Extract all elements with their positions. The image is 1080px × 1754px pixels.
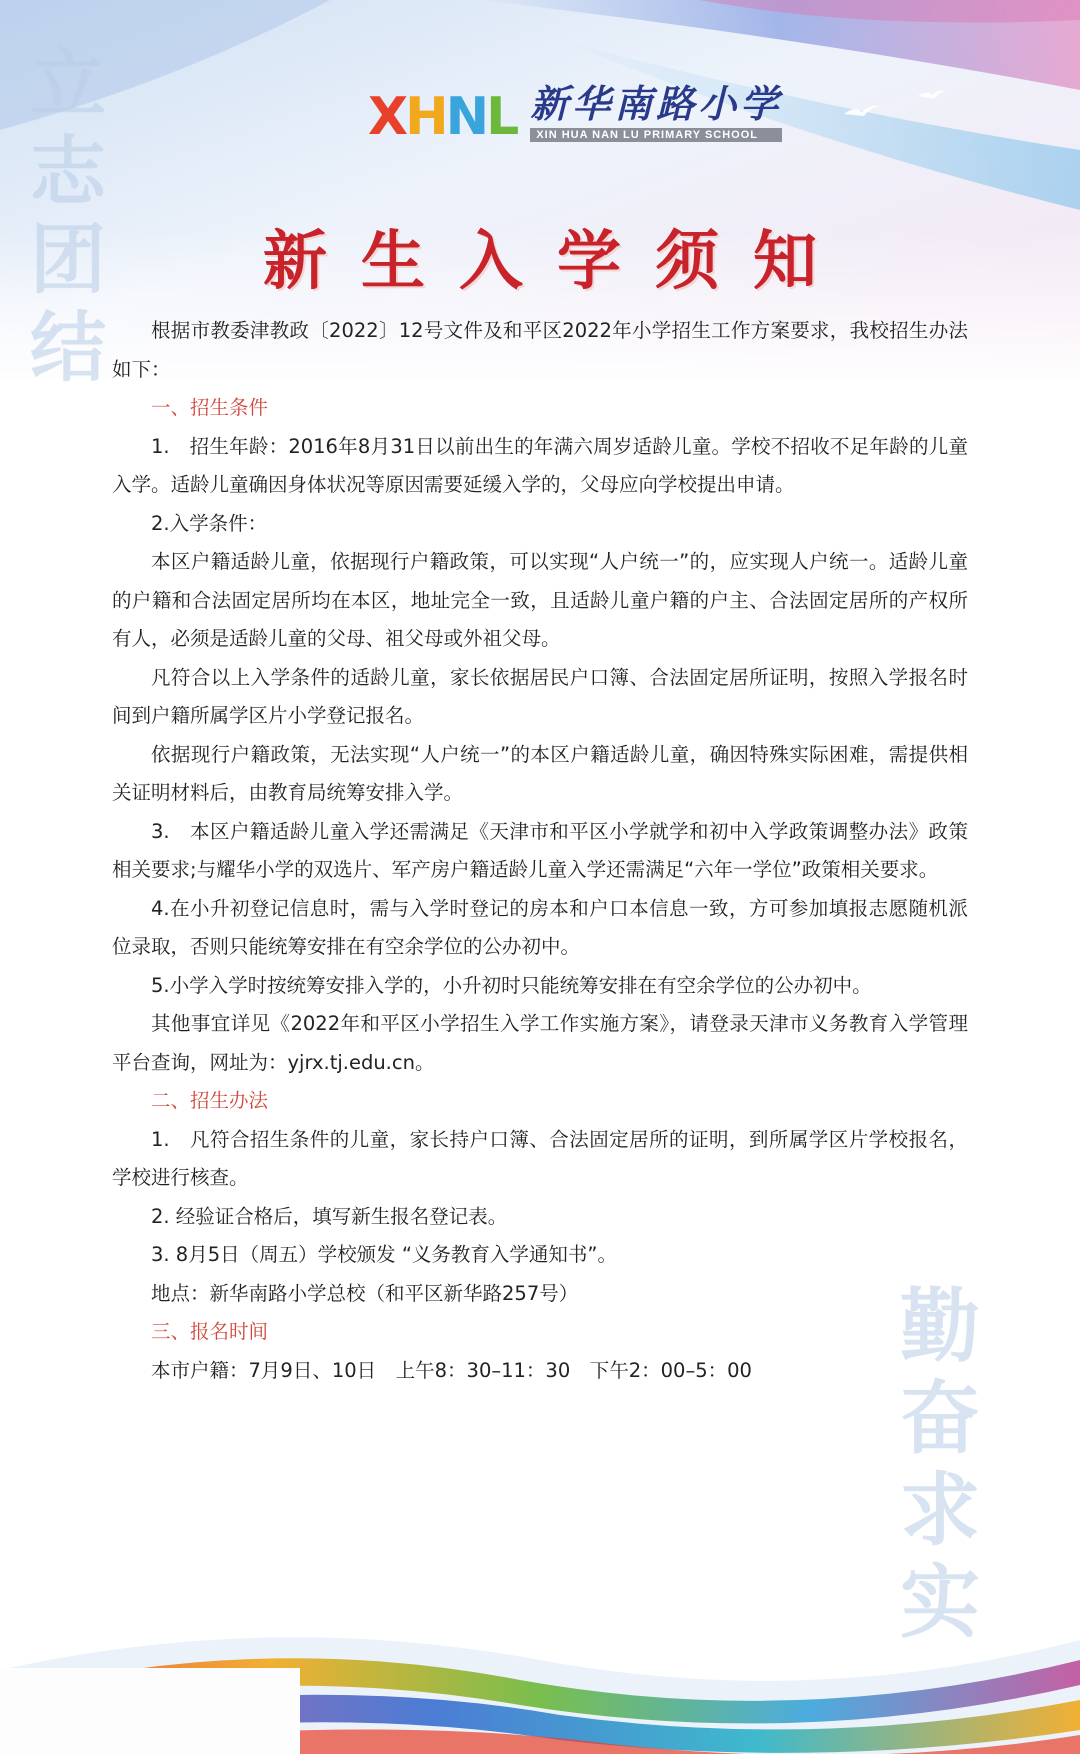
logo-chinese-name: 新华南路小学 bbox=[530, 81, 783, 126]
section-heading-time: 三、报名时间 bbox=[151, 1320, 269, 1343]
section-heading-conditions: 一、招生条件 bbox=[151, 396, 269, 419]
logo-letter-x: X bbox=[368, 87, 406, 147]
school-logo bbox=[368, 78, 782, 146]
paragraph: 3. 本区户籍适龄儿童入学还需满足《天津市和平区小学就学和初中入学政策调整办法》政策相关要求;与耀华小学的双选片、军产房户籍适龄儿童入学还需满足“六年一学位”政策相关要求。 bbox=[112, 819, 968, 881]
paragraph: 依据现行户籍政策，无法实现“人户统一”的本区户籍适龄儿童，确因特殊实际困难，需提供相关证明材料后，由教育局统筹安排入学。 bbox=[112, 742, 968, 804]
paragraph: 3. 8月5日（周五）学校颁发 “义务教育入学通知书”。 bbox=[151, 1243, 618, 1266]
logo-letter-h: H bbox=[405, 87, 446, 147]
bottom-white-patch bbox=[0, 1668, 300, 1754]
paragraph: 5.小学入学时按统筹安排入学的，小升初时只能统筹安排在有空余学位的公办初中。 bbox=[151, 973, 872, 997]
paragraph: 2. 经验证合格后，填写新生报名登记表。 bbox=[151, 1204, 508, 1228]
paragraph: 1. 招生年龄：2016年8月31日以前出生的年满六周岁适龄儿童。学校不招收不足年龄的儿童入学。适龄儿童确因身体状况等原因需要延缓入学的，父母应向学校提出申请。 bbox=[112, 434, 968, 496]
logo-english-name: XIN HUA NAN LU PRIMARY SCHOOL bbox=[530, 128, 782, 142]
birds-icon bbox=[840, 88, 960, 128]
page-title: 新生入学须知 bbox=[263, 224, 851, 299]
section-heading-method: 二、招生办法 bbox=[151, 1089, 269, 1112]
notice-body bbox=[112, 312, 968, 1390]
calligraphy-left: 立志团结 bbox=[30, 39, 106, 392]
logo-letter-l: L bbox=[486, 87, 517, 147]
paragraph: 本市户籍：7月9日、10日 上午8：30–11：30 下午2：00–5：00 bbox=[151, 1358, 752, 1382]
paragraph: 本区户籍适龄儿童，依据现行户籍政策，可以实现“人户统一”的，应实现人户统一。适龄儿童的户籍和合法固定居所均在本区，地址完全一致，且适龄儿童户籍的户主、合法固定居所的产权所有人，必须是适龄儿童的父母、祖父母或外祖父母。 bbox=[112, 550, 968, 650]
calligraphy-right: 勤奋求实 bbox=[900, 1279, 980, 1649]
paragraph: 2.入学条件： bbox=[151, 511, 268, 535]
paragraph: 凡符合以上入学条件的适龄儿童，家长依据居民户口簿、合法固定居所证明，按照入学报名时间到户籍所属学区片小学登记报名。 bbox=[112, 665, 968, 727]
logo-mark bbox=[368, 81, 517, 147]
intro-paragraph: 根据市教委津教政〔2022〕12号文件及和平区2022年小学招生工作方案要求，我校招生办法如下： bbox=[112, 319, 968, 381]
paragraph: 地点：新华南路小学总校（和平区新华路257号） bbox=[151, 1281, 579, 1305]
paragraph: 其他事宜详见《2022年和平区小学招生入学工作实施方案》，请登录天津市义务教育入学管理平台查询，网址为：yjrx.tj.edu.cn。 bbox=[112, 1012, 968, 1074]
paragraph: 1. 凡符合招生条件的儿童，家长持户口簿、合法固定居所的证明，到所属学区片学校报名，学校进行核查。 bbox=[112, 1127, 968, 1189]
logo-letter-n: N bbox=[445, 87, 487, 147]
paragraph: 4.在小升初登记信息时，需与入学时登记的房本和户口本信息一致，方可参加填报志愿随机派位录取，否则只能统筹安排在有空余学位的公办初中。 bbox=[112, 896, 968, 958]
header bbox=[0, 0, 1080, 300]
